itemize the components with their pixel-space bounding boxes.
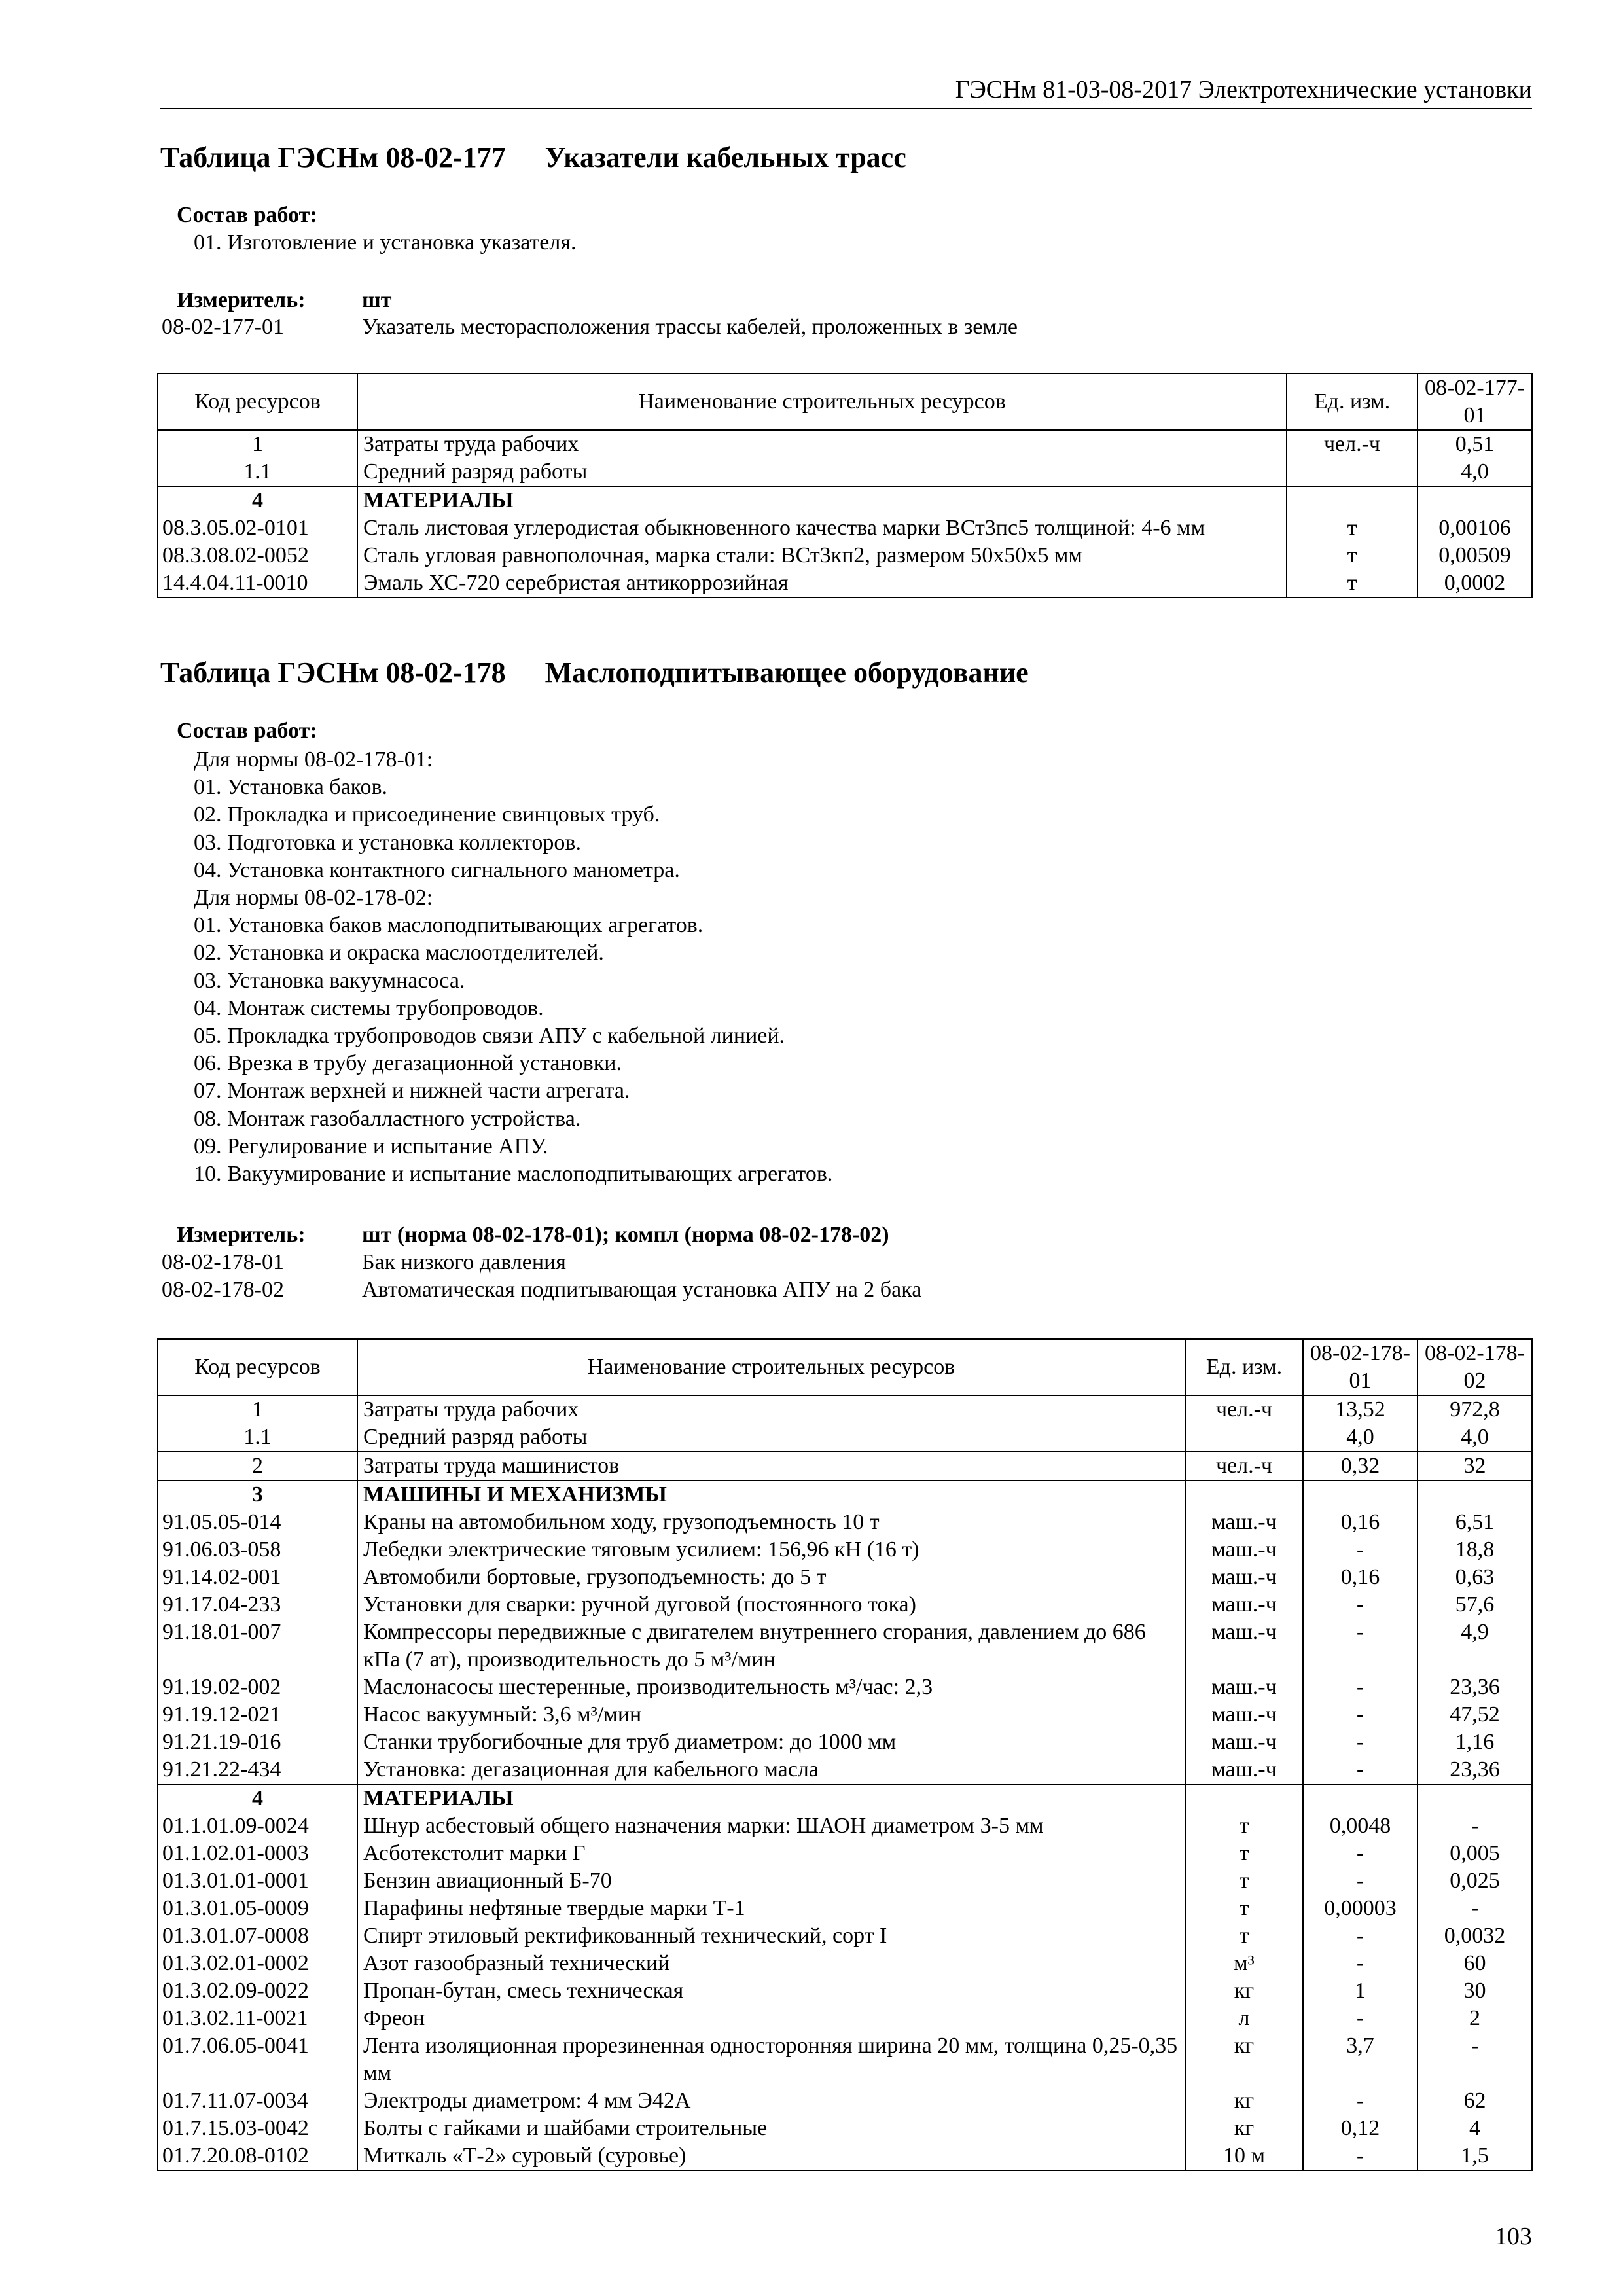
table-row <box>158 1840 1532 1867</box>
row-unit <box>1287 458 1418 486</box>
row-value-1: - <box>1303 1619 1418 1674</box>
row-unit: т <box>1185 1922 1303 1950</box>
row-code: 01.7.15.03-0042 <box>158 2115 357 2142</box>
table-row <box>158 1591 1532 1619</box>
row-code: 91.19.12-021 <box>158 1701 357 1729</box>
row-value-1: 0,16 <box>1303 1564 1418 1591</box>
table-178-norm-code: 08-02-178-01 <box>162 1250 284 1274</box>
table-row <box>158 514 1532 542</box>
row-value-1: 4,0 <box>1303 1424 1418 1452</box>
row-name: Парафины нефтяные твердые марки Т-1 <box>357 1895 1185 1922</box>
row-name: Азот газообразный технический <box>357 1950 1185 1977</box>
row-value-1: 0,16 <box>1303 1509 1418 1536</box>
row-code: 91.06.03-058 <box>158 1536 357 1564</box>
table-177-name: Указатели кабельных трасс <box>544 141 906 173</box>
header-norm-1: 08-02-178-01 <box>1303 1339 1418 1395</box>
row-unit: кг <box>1185 2032 1303 2087</box>
table-177-norm-desc: Указатель месторасположения трассы кабелей, проложенных в земле <box>362 315 1018 339</box>
row-value-2: - <box>1418 1895 1532 1922</box>
row-code: 01.3.01.05-0009 <box>158 1895 357 1922</box>
row-unit: т <box>1185 1867 1303 1895</box>
table-row <box>158 1674 1532 1701</box>
table-177-measure-value: шт <box>362 288 392 312</box>
table-row <box>158 2142 1532 2170</box>
work-item: 08. Монтаж газобалластного устройства. <box>194 1106 581 1131</box>
table-row <box>158 1922 1532 1950</box>
table-178-measure-label: Измеритель: <box>177 1223 306 1247</box>
row-unit: маш.-ч <box>1185 1619 1303 1674</box>
row-name: Сталь листовая углеродистая обыкновенного качества марки ВСт3пс5 толщиной: 4-6 мм <box>357 514 1287 542</box>
work-item: Для нормы 08-02-178-01: <box>194 747 433 772</box>
row-code: 08.3.08.02-0052 <box>158 542 357 569</box>
row-value-2: 18,8 <box>1418 1536 1532 1564</box>
row-value-1: - <box>1303 1674 1418 1701</box>
row-name: МАШИНЫ И МЕХАНИЗМЫ <box>357 1480 1185 1509</box>
row-code: 1.1 <box>158 458 357 486</box>
row-unit: кг <box>1185 2115 1303 2142</box>
row-code: 01.7.11.07-0034 <box>158 2087 357 2115</box>
row-value-1: - <box>1303 1729 1418 1756</box>
row-value-1: - <box>1303 1922 1418 1950</box>
row-name: Компрессоры передвижные с двигателем внутреннего сгорания, давлением до 686 кПа (7 ат), производительность до 5 м³/мин <box>357 1619 1185 1674</box>
row-code: 01.7.06.05-0041 <box>158 2032 357 2087</box>
row-value-2: 23,36 <box>1418 1756 1532 1784</box>
row-value-2: 30 <box>1418 1977 1532 2005</box>
header-norm-1: 08-02-177-01 <box>1418 374 1532 430</box>
row-name: Болты с гайками и шайбами строительные <box>357 2115 1185 2142</box>
row-code: 91.05.05-014 <box>158 1509 357 1536</box>
work-item: 07. Монтаж верхней и нижней части агрегата. <box>194 1079 630 1103</box>
row-value-2: 6,51 <box>1418 1509 1532 1536</box>
work-item: 09. Регулирование и испытание АПУ. <box>194 1134 548 1158</box>
row-unit: кг <box>1185 1977 1303 2005</box>
row-unit: т <box>1287 514 1418 542</box>
row-value-1: 0,00509 <box>1418 542 1532 569</box>
row-value-1: - <box>1303 1591 1418 1619</box>
row-code: 2 <box>158 1452 357 1480</box>
row-unit: т <box>1185 1895 1303 1922</box>
row-value-1: 4,0 <box>1418 458 1532 486</box>
row-code: 4 <box>158 1784 357 1812</box>
work-item: 01. Установка баков маслоподпитывающих агрегатов. <box>194 913 704 938</box>
row-value-1 <box>1303 1784 1418 1812</box>
table-header-row <box>158 374 1532 430</box>
row-unit: чел.-ч <box>1185 1452 1303 1480</box>
row-value-2: - <box>1418 1812 1532 1840</box>
row-name: Эмаль ХС-720 серебристая антикоррозийная <box>357 569 1287 598</box>
table-row <box>158 1895 1532 1922</box>
row-value-2: 4,0 <box>1418 1424 1532 1452</box>
row-value-1: 3,7 <box>1303 2032 1418 2087</box>
row-unit: 10 м <box>1185 2142 1303 2170</box>
row-value-2: 62 <box>1418 2087 1532 2115</box>
row-unit <box>1287 486 1418 514</box>
row-value-1: 13,52 <box>1303 1395 1418 1424</box>
row-value-1 <box>1418 486 1532 514</box>
row-value-1: - <box>1303 1536 1418 1564</box>
table-row <box>158 1977 1532 2005</box>
table-section-row <box>158 486 1532 514</box>
row-unit: чел.-ч <box>1185 1395 1303 1424</box>
row-unit <box>1185 1480 1303 1509</box>
work-item: 03. Подготовка и установка коллекторов. <box>194 830 581 855</box>
row-value-2: 972,8 <box>1418 1395 1532 1424</box>
page-header-title: ГЭСНм 81-03-08-2017 Электротехнические установки <box>955 76 1532 103</box>
row-code: 91.21.19-016 <box>158 1729 357 1756</box>
table-178-name: Маслоподпитывающее оборудование <box>544 656 1029 689</box>
table-header-row <box>158 1339 1532 1395</box>
row-value-2: 0,63 <box>1418 1564 1532 1591</box>
work-item: 06. Врезка в трубу дегазационной установки. <box>194 1051 622 1076</box>
row-code: 91.17.04-233 <box>158 1591 357 1619</box>
row-name: Насос вакуумный: 3,6 м³/мин <box>357 1701 1185 1729</box>
row-value-1: 1 <box>1303 1977 1418 2005</box>
row-code: 01.3.01.01-0001 <box>158 1867 357 1895</box>
row-code: 1.1 <box>158 1424 357 1452</box>
row-code: 91.21.22-434 <box>158 1756 357 1784</box>
row-value-1: - <box>1303 1950 1418 1977</box>
row-name: МАТЕРИАЛЫ <box>357 1784 1185 1812</box>
row-value-2: 0,005 <box>1418 1840 1532 1867</box>
table-178-norm-desc: Автоматическая подпитывающая установка АПУ на 2 бака <box>362 1278 922 1302</box>
row-value-1: - <box>1303 1756 1418 1784</box>
table-177-code: Таблица ГЭСНм 08-02-177 <box>160 141 506 173</box>
work-item: Для нормы 08-02-178-02: <box>194 886 433 910</box>
row-value-2 <box>1418 1784 1532 1812</box>
row-code: 08.3.05.02-0101 <box>158 514 357 542</box>
work-item: 05. Прокладка трубопроводов связи АПУ с кабельной линией. <box>194 1024 785 1049</box>
row-value-1: 0,12 <box>1303 2115 1418 2142</box>
table-row <box>158 2115 1532 2142</box>
row-value-2: 47,52 <box>1418 1701 1532 1729</box>
row-value-2: 4,9 <box>1418 1619 1532 1674</box>
row-unit <box>1185 1424 1303 1452</box>
header-code: Код ресурсов <box>158 1339 357 1395</box>
work-item: 10. Вакуумирование и испытание маслоподпитывающих агрегатов. <box>194 1162 833 1187</box>
row-name: Автомобили бортовые, грузоподъемность: до 5 т <box>357 1564 1185 1591</box>
row-unit: маш.-ч <box>1185 1729 1303 1756</box>
row-name: Сталь угловая равнополочная, марка стали: ВСт3кп2, размером 50х50х5 мм <box>357 542 1287 569</box>
table-178-norm-desc: Бак низкого давления <box>362 1250 566 1274</box>
table-row <box>158 2032 1532 2087</box>
row-unit: маш.-ч <box>1185 1564 1303 1591</box>
table-row <box>158 1564 1532 1591</box>
row-value-2: 4 <box>1418 2115 1532 2142</box>
row-value-1: 0,51 <box>1418 430 1532 458</box>
table-178-measure-value: шт (норма 08-02-178-01); компл (норма 08-02-178-02) <box>362 1223 889 1247</box>
page-header <box>160 72 1532 109</box>
row-value-2: - <box>1418 2032 1532 2087</box>
row-name: Средний разряд работы <box>357 1424 1185 1452</box>
row-unit: м³ <box>1185 1950 1303 1977</box>
work-item: 02. Прокладка и присоединение свинцовых труб. <box>194 802 660 827</box>
table-row <box>158 1756 1532 1784</box>
row-unit: маш.-ч <box>1185 1509 1303 1536</box>
table-row <box>158 1536 1532 1564</box>
row-name: Шнур асбестовый общего назначения марки: ШАОН диаметром 3-5 мм <box>357 1812 1185 1840</box>
row-name: Установка: дегазационная для кабельного масла <box>357 1756 1185 1784</box>
row-unit: т <box>1185 1840 1303 1867</box>
resource-table-178 <box>157 1338 1533 2171</box>
row-unit: т <box>1287 569 1418 598</box>
row-value-2 <box>1418 1480 1532 1509</box>
work-item: 04. Монтаж системы трубопроводов. <box>194 996 544 1020</box>
header-norm-2: 08-02-178-02 <box>1418 1339 1532 1395</box>
row-unit: чел.-ч <box>1287 430 1418 458</box>
row-name: Затраты труда рабочих <box>357 1395 1185 1424</box>
table-177-norm-code: 08-02-177-01 <box>162 315 284 339</box>
row-code: 91.18.01-007 <box>158 1619 357 1674</box>
table-row <box>158 1812 1532 1840</box>
row-unit: л <box>1185 2005 1303 2032</box>
row-name: Асботекстолит марки Г <box>357 1840 1185 1867</box>
table-row <box>158 1452 1532 1480</box>
row-name: МАТЕРИАЛЫ <box>357 486 1287 514</box>
table-177-title <box>160 141 906 174</box>
row-name: Средний разряд работы <box>357 458 1287 486</box>
table-177-work-item: 01. Изготовление и установка указателя. <box>194 230 577 255</box>
row-value-2: 0,0032 <box>1418 1922 1532 1950</box>
header-name: Наименование строительных ресурсов <box>357 374 1287 430</box>
table-row <box>158 569 1532 598</box>
row-name: Краны на автомобильном ходу, грузоподъемность 10 т <box>357 1509 1185 1536</box>
row-value-2: 1,16 <box>1418 1729 1532 1756</box>
row-unit: маш.-ч <box>1185 1591 1303 1619</box>
row-value-1: 0,0002 <box>1418 569 1532 598</box>
table-row <box>158 542 1532 569</box>
row-code: 01.1.02.01-0003 <box>158 1840 357 1867</box>
row-unit: маш.-ч <box>1185 1674 1303 1701</box>
row-name: Лента изоляционная прорезиненная односторонняя ширина 20 мм, толщина 0,25-0,35 мм <box>357 2032 1185 2087</box>
row-unit: маш.-ч <box>1185 1756 1303 1784</box>
row-unit: маш.-ч <box>1185 1536 1303 1564</box>
table-row <box>158 1424 1532 1452</box>
table-177-work-label: Состав работ: <box>177 203 317 227</box>
table-row <box>158 1729 1532 1756</box>
table-row <box>158 1701 1532 1729</box>
row-value-2: 2 <box>1418 2005 1532 2032</box>
row-code: 01.3.02.09-0022 <box>158 1977 357 2005</box>
table-178-code: Таблица ГЭСНм 08-02-178 <box>160 656 506 689</box>
row-name: Электроды диаметром: 4 мм Э42А <box>357 2087 1185 2115</box>
row-code: 01.3.01.07-0008 <box>158 1922 357 1950</box>
row-value-2: 1,5 <box>1418 2142 1532 2170</box>
row-value-1: - <box>1303 2142 1418 2170</box>
row-code: 01.3.02.01-0002 <box>158 1950 357 1977</box>
row-unit: т <box>1185 1812 1303 1840</box>
row-value-1: - <box>1303 1867 1418 1895</box>
table-row <box>158 458 1532 486</box>
table-row <box>158 1950 1532 1977</box>
row-code: 3 <box>158 1480 357 1509</box>
work-item: 03. Установка вакуумнасоса. <box>194 968 465 993</box>
row-code: 1 <box>158 1395 357 1424</box>
row-unit <box>1185 1784 1303 1812</box>
row-name: Лебедки электрические тяговым усилием: 156,96 кН (16 т) <box>357 1536 1185 1564</box>
table-row <box>158 2005 1532 2032</box>
table-row <box>158 1867 1532 1895</box>
row-value-1: - <box>1303 1840 1418 1867</box>
row-value-2: 0,025 <box>1418 1867 1532 1895</box>
work-item: 01. Установка баков. <box>194 775 388 800</box>
row-code: 14.4.04.11-0010 <box>158 569 357 598</box>
row-value-2: 32 <box>1418 1452 1532 1480</box>
table-178-norm-code: 08-02-178-02 <box>162 1278 284 1302</box>
row-name: Затраты труда машинистов <box>357 1452 1185 1480</box>
header-unit: Ед. изм. <box>1287 374 1418 430</box>
row-value-1: 0,00106 <box>1418 514 1532 542</box>
row-code: 1 <box>158 430 357 458</box>
row-value-1: - <box>1303 1701 1418 1729</box>
row-name: Станки трубогибочные для труб диаметром: до 1000 мм <box>357 1729 1185 1756</box>
table-178-title <box>160 656 1029 689</box>
work-item: 04. Установка контактного сигнального манометра. <box>194 857 680 882</box>
row-code: 01.1.01.09-0024 <box>158 1812 357 1840</box>
row-name: Фреон <box>357 2005 1185 2032</box>
row-code: 01.3.02.11-0021 <box>158 2005 357 2032</box>
row-value-1: 0,0048 <box>1303 1812 1418 1840</box>
row-name: Установки для сварки: ручной дуговой (постоянного тока) <box>357 1591 1185 1619</box>
row-code: 91.14.02-001 <box>158 1564 357 1591</box>
row-name: Бензин авиационный Б-70 <box>357 1867 1185 1895</box>
row-value-1 <box>1303 1480 1418 1509</box>
row-code: 4 <box>158 486 357 514</box>
row-name: Затраты труда рабочих <box>357 430 1287 458</box>
row-value-1: 0,00003 <box>1303 1895 1418 1922</box>
table-section-row <box>158 1784 1532 1812</box>
table-178-work-list <box>194 746 832 1188</box>
table-row <box>158 1619 1532 1674</box>
table-178-work-label: Состав работ: <box>177 719 317 743</box>
table-section-row <box>158 1480 1532 1509</box>
header-name: Наименование строительных ресурсов <box>357 1339 1185 1395</box>
header-unit: Ед. изм. <box>1185 1339 1303 1395</box>
row-name: Миткаль «Т-2» суровый (суровье) <box>357 2142 1185 2170</box>
row-value-2: 60 <box>1418 1950 1532 1977</box>
row-unit: маш.-ч <box>1185 1701 1303 1729</box>
row-value-1: 0,32 <box>1303 1452 1418 1480</box>
table-row <box>158 430 1532 458</box>
row-unit: т <box>1287 542 1418 569</box>
row-value-2: 23,36 <box>1418 1674 1532 1701</box>
row-name: Маслонасосы шестеренные, производительность м³/час: 2,3 <box>357 1674 1185 1701</box>
table-row <box>158 1509 1532 1536</box>
header-code: Код ресурсов <box>158 374 357 430</box>
row-name: Спирт этиловый ректификованный технический, сорт I <box>357 1922 1185 1950</box>
row-value-1: - <box>1303 2087 1418 2115</box>
row-name: Пропан-бутан, смесь техническая <box>357 1977 1185 2005</box>
table-row <box>158 2087 1532 2115</box>
row-value-2: 57,6 <box>1418 1591 1532 1619</box>
row-unit: кг <box>1185 2087 1303 2115</box>
page-number: 103 <box>1495 2223 1532 2250</box>
row-value-1: - <box>1303 2005 1418 2032</box>
table-177-measure-label: Измеритель: <box>177 288 306 312</box>
row-code: 01.7.20.08-0102 <box>158 2142 357 2170</box>
work-item: 02. Установка и окраска маслоотделителей. <box>194 941 604 965</box>
resource-table-177 <box>157 373 1533 598</box>
table-row <box>158 1395 1532 1424</box>
row-code: 91.19.02-002 <box>158 1674 357 1701</box>
